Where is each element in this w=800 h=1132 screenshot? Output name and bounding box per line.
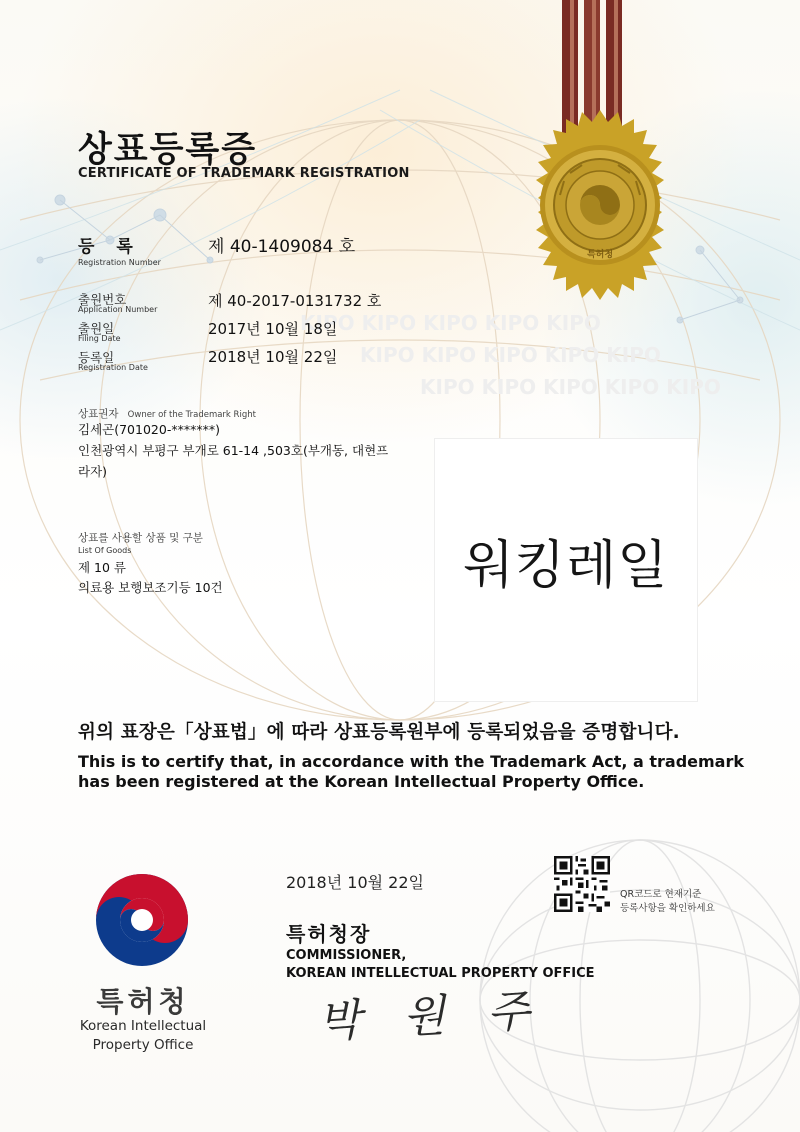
kipo-watermark-3: KIPO KIPO KIPO KIPO KIPO (420, 375, 721, 399)
qr-caption-line1: QR코드로 현재기준 (620, 889, 702, 900)
kipo-watermark-2: KIPO KIPO KIPO KIPO KIPO (360, 343, 661, 367)
kipo-name-en-1: Korean Intellectual (79, 1018, 207, 1034)
filing-date-label-en: Filing Date (78, 334, 121, 343)
gold-seal-icon (500, 0, 720, 310)
qr-code-icon[interactable] (554, 856, 610, 912)
goods-class: 제 10 류 (78, 560, 127, 575)
commissioner-signature: 박 원 주 (317, 985, 545, 1048)
certification-statement-en-2: has been registered at the Korean Intellectual Property Office. (78, 772, 645, 791)
filing-date: 2017년 10월 18일 (208, 320, 338, 338)
application-label: 출원번호 (78, 292, 127, 307)
trademark-text: 워킹레일 (463, 536, 669, 596)
goods-label: 상표를 사용할 상품 및 구분 (78, 532, 203, 544)
registration-label: 등 록 (78, 237, 141, 257)
owner-label-row (78, 402, 256, 421)
certification-statement-ko: 위의 표장은「상표법」에 따라 상표등록원부에 등록되었음을 증명합니다. (78, 722, 680, 743)
kipo-emblem-icon (94, 872, 190, 968)
owner-label-en: Owner of the Trademark Right (127, 410, 256, 420)
registration-date: 2018년 10월 22일 (208, 348, 338, 366)
qr-caption-line2: 등록사항을 확인하세요 (620, 903, 715, 914)
commissioner-title-en-1: COMMISSIONER, (286, 948, 407, 963)
owner-address-line1: 인천광역시 부평구 부개로 61-14 ,503호(부개동, 대현프 (78, 443, 389, 458)
seal-inner-text: 특허청 (586, 250, 614, 260)
owner-address-line2: 라자) (78, 464, 108, 479)
page-title: 상표등록증 (78, 130, 258, 170)
certification-statement-en-1: This is to certify that, in accordance with the Trademark Act, a trademark (78, 752, 744, 771)
commissioner-title: 특허청장 (286, 922, 372, 946)
goods-label-en: List Of Goods (78, 546, 132, 555)
application-label-en: Application Number (78, 305, 158, 314)
kipo-watermark-1: KIPO KIPO KIPO KIPO KIPO (300, 311, 601, 335)
trademark-image-box (434, 438, 698, 702)
commissioner-title-en-2: KOREAN INTELLECTUAL PROPERTY OFFICE (286, 966, 595, 981)
goods-description: 의료용 보행보조기등 10건 (78, 580, 223, 595)
owner-label: 상표권자 (78, 408, 119, 420)
page-title-en: CERTIFICATE OF TRADEMARK REGISTRATION (78, 166, 410, 181)
issue-date: 2018년 10월 22일 (286, 873, 424, 892)
registration-number: 제 40-1409084 호 (208, 237, 356, 257)
kipo-name-ko: 특허청 (96, 985, 190, 1018)
kipo-name-en-2: Property Office (92, 1037, 194, 1053)
registration-date-label: 등록일 (78, 350, 115, 365)
application-number: 제 40-2017-0131732 호 (208, 292, 382, 310)
registration-date-label-en: Registration Date (78, 363, 148, 372)
filing-date-label: 출원일 (78, 321, 115, 336)
registration-label-en: Registration Number (78, 258, 161, 267)
owner-name: 김세곤(701020-*******) (78, 422, 220, 437)
